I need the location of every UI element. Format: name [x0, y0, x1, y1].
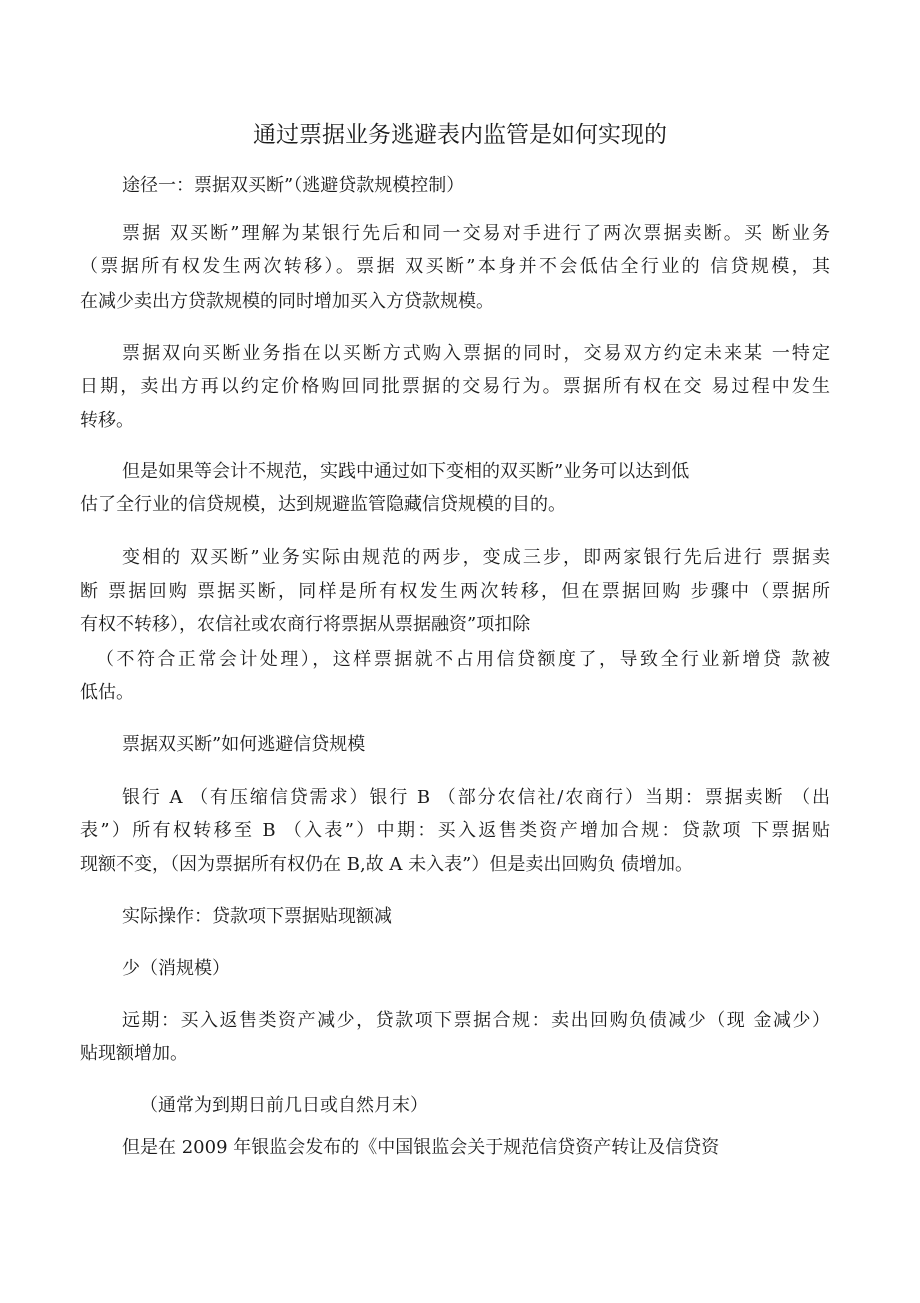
paragraph-line: 估了全行业的信贷规模，达到规避监管隐藏信贷规模的目的。 — [80, 494, 566, 515]
paragraph-line: 贴现额增加。 — [80, 1043, 188, 1064]
paragraph-line: （通常为到期日前几日或自然月末） — [140, 1095, 428, 1116]
paragraph-line: 少（消规模） — [122, 958, 230, 979]
paragraph-line: 有权不转移），农信社或农商行将票据从票据融资”项扣除 — [80, 614, 531, 635]
paragraph-line: 断 票据回购 票据买断，同样是所有权发生两次转移，但在票据回购 步骤中（票据所 — [80, 581, 830, 602]
document-title: 通过票据业务逃避表内监管是如何实现的 — [253, 122, 667, 148]
paragraph-line: 但是如果等会计不规范，实践中通过如下变相的双买断”业务可以达到低 — [122, 461, 690, 482]
paragraph-line: （票据所有权发生两次转移）。票据 双买断”本身并不会低估全行业的 信贷规模，其 — [80, 256, 830, 277]
paragraph-line: 实际操作：贷款项下票据贴现额减 — [122, 906, 392, 927]
paragraph-line: 现额不变，（因为票据所有权仍在 B,故 A 未入表”）但是卖出回购负 债增加。 — [80, 854, 694, 875]
paragraph-line: 但是在 2009 年银监会发布的《中国银监会关于规范信贷资产转让及信贷资 — [122, 1137, 720, 1158]
paragraph-line: 票据双向买断业务指在以买断方式购入票据的同时，交易双方约定未来某 一特定 — [122, 343, 830, 364]
paragraph-line: 变相的 双买断”业务实际由规范的两步，变成三步，即两家银行先后进行 票据卖 — [122, 547, 830, 568]
paragraph-line: 远期：买入返售类资产减少，贷款项下票据合规：卖出回购负债减少（现 金减少） — [122, 1010, 830, 1031]
paragraph-line: 低估。 — [80, 682, 134, 703]
paragraph-line: 途径一：票据双买断”（逃避贷款规模控制） — [122, 175, 465, 196]
paragraph-line: 银行 A （有压缩信贷需求）银行 B （部分农信社/农商行）当期：票据卖断 （出 — [122, 787, 830, 808]
paragraph-line: 表”）所有权转移至 B （入表”）中期：买入返售类资产增加合规：贷款项 下票据贴 — [80, 820, 830, 841]
paragraph-line: 票据双买断”如何逃避信贷规模 — [122, 734, 366, 755]
paragraph-line: 转移。 — [80, 410, 134, 431]
paragraph-line: 日期，卖出方再以约定价格购回同批票据的交易行为。票据所有权在交 易过程中发生 — [80, 376, 830, 397]
paragraph-line: 在减少卖出方贷款规模的同时增加买入方贷款规模。 — [80, 291, 494, 312]
paragraph-line: （不符合正常会计处理），这样票据就不占用信贷额度了，导致全行业新增贷 款被 — [96, 649, 830, 670]
paragraph-line: 票据 双买断”理解为某银行先后和同一交易对手进行了两次票据卖断。买 断业务 — [122, 223, 830, 244]
